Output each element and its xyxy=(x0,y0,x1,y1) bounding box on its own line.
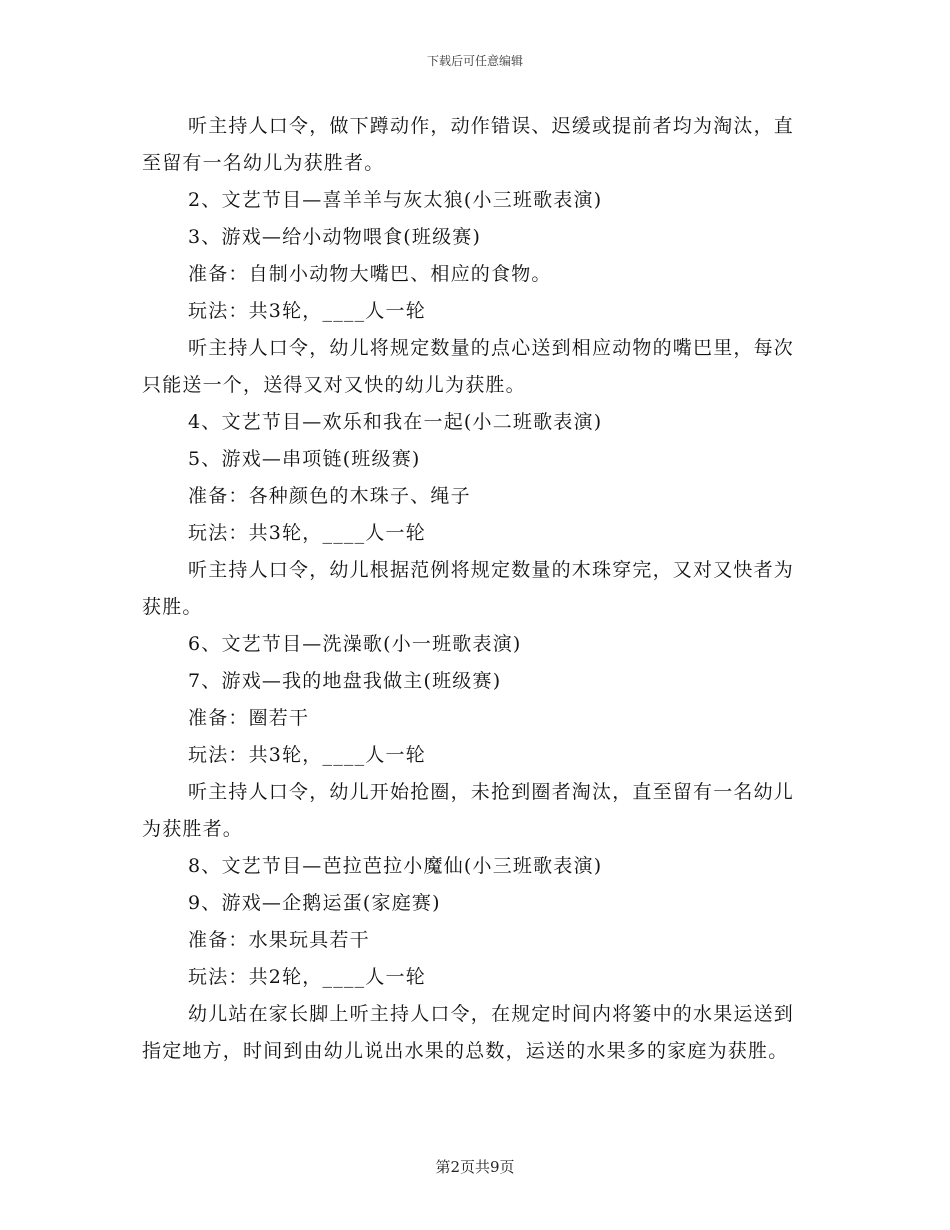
game-item-heading: 7、游戏—我的地盘我做主(班级赛) xyxy=(188,670,502,692)
program-item-heading: 2、文艺节目—喜羊羊与灰太狼(小三班歌表演) xyxy=(188,189,603,211)
preparation-line: 准备：各种颜色的木珠子、绳子 xyxy=(188,485,471,507)
game-item-heading: 3、游戏—给小动物喂食(班级赛) xyxy=(188,226,482,248)
paragraph: 听主持人口令，做下蹲动作，动作错误、迟缓或提前者均为淘汰，直至留有一名幼儿为获胜者。 xyxy=(142,115,795,174)
rules-line: 玩法：共3轮，____人一轮 xyxy=(188,300,426,322)
rules-line: 玩法：共2轮，____人一轮 xyxy=(188,966,426,988)
preparation-line: 准备：水果玩具若干 xyxy=(188,929,370,951)
game-item-heading: 9、游戏—企鹅运蛋(家庭赛) xyxy=(188,892,441,914)
paragraph: 幼儿站在家长脚上听主持人口令，在规定时间内将篓中的水果运送到指定地方，时间到由幼儿说出水果的总数，运送的水果多的家庭为获胜。 xyxy=(142,1003,795,1062)
program-item-heading: 8、文艺节目—芭拉芭拉小魔仙(小三班歌表演) xyxy=(188,855,603,877)
page-footer: 第2页共9页 xyxy=(435,1158,515,1176)
rules-line: 玩法：共3轮，____人一轮 xyxy=(188,744,426,766)
program-item-heading: 6、文艺节目—洗澡歌(小一班歌表演) xyxy=(188,633,522,655)
program-item-heading: 4、文艺节目—欢乐和我在一起(小二班歌表演) xyxy=(188,411,603,433)
paragraph: 听主持人口令，幼儿开始抢圈，未抢到圈者淘汰，直至留有一名幼儿为获胜者。 xyxy=(142,781,795,840)
preparation-line: 准备：圈若干 xyxy=(188,707,310,729)
page-header: 下载后可任意编辑 xyxy=(426,54,523,68)
paragraph: 听主持人口令，幼儿根据范例将规定数量的木珠穿完，又对又快者为获胜。 xyxy=(142,559,795,618)
game-item-heading: 5、游戏—串项链(班级赛) xyxy=(188,448,421,470)
rules-line: 玩法：共3轮，____人一轮 xyxy=(188,522,426,544)
preparation-line: 准备：自制小动物大嘴巴、相应的食物。 xyxy=(188,263,552,285)
document-body xyxy=(142,108,812,1070)
paragraph: 听主持人口令，幼儿将规定数量的点心送到相应动物的嘴巴里，每次只能送一个，送得又对又快的幼儿为获胜。 xyxy=(142,337,795,396)
